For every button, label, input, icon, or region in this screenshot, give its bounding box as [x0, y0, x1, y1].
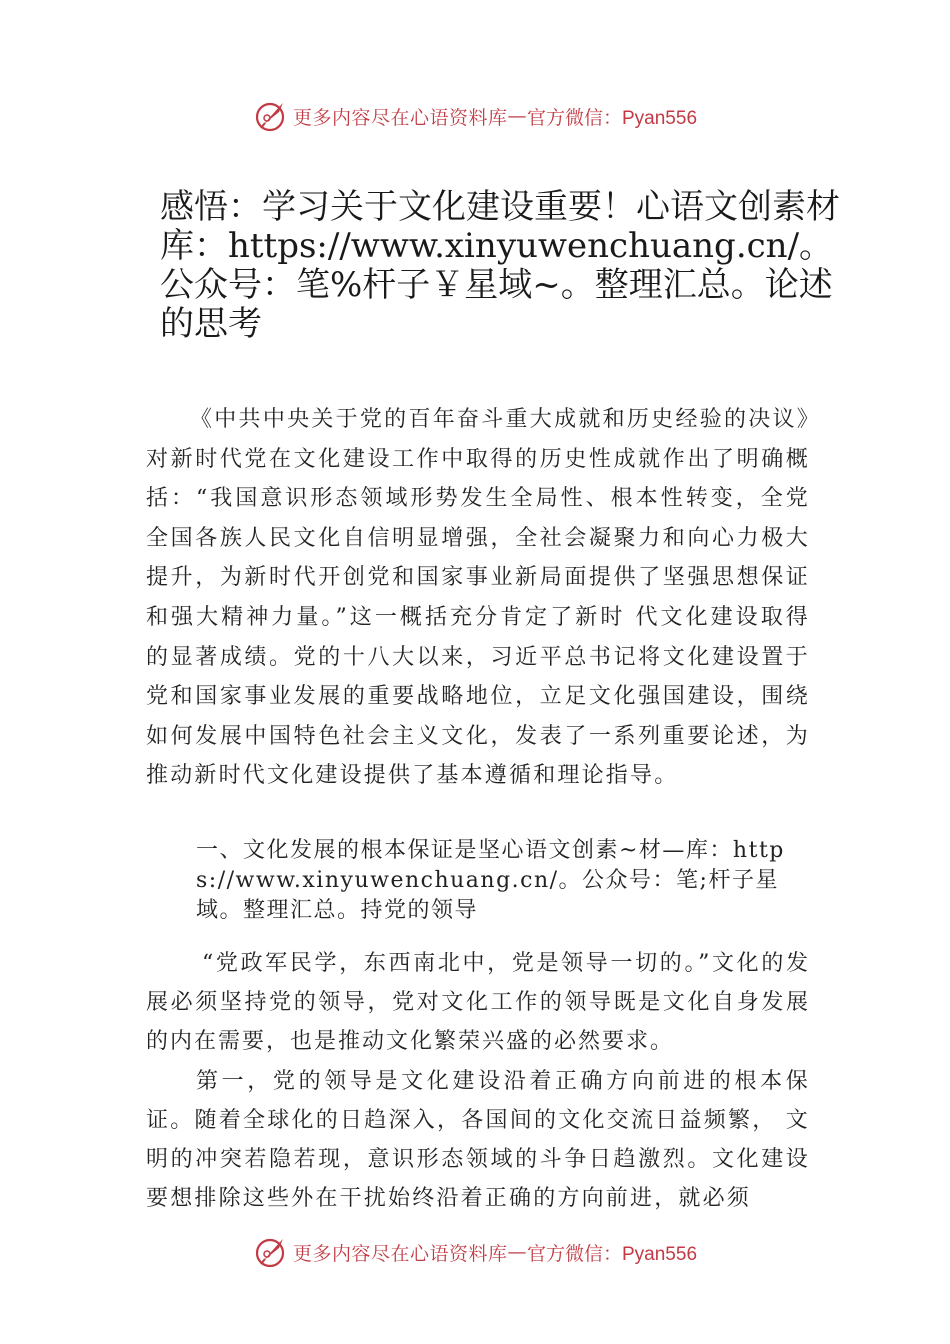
paragraph-quote: “党政军民学，东西南北中，党是领导一切的。”文化的发展必须坚持党的领导，党对文化工作的领导既是文化自身发展的内在需要，也是推动文化繁荣兴盛的必然要求。	[146, 951, 810, 1054]
section-heading-1: 一、文化发展的根本保证是坚心语文创素~材—库：https://www.xinyuwenchuang.cn/。公众号：笔;杆子星域。整理汇总。持党的领导	[196, 838, 785, 923]
banner-separator: —	[507, 105, 527, 127]
banner-contact: 官方微信：Pyan556	[527, 107, 698, 129]
quill-logo-icon	[253, 98, 289, 134]
paragraph-first-point: 第一，党的领导是文化建设沿着正确方向前进的根本保证。随着全球化的日趋深入，各国间的文化交流日益频繁， 文明的冲突若隐若现，意识形态领域的斗争日趋激烈。文化建设要想排除这些外在干扰始终沿着正确的方向前进，就必须	[146, 1069, 810, 1211]
document-title: 感悟：学习关于文化建设重要！心语文创素材库：https://www.xinyuwenchuang.cn/。公众号：笔%杆子￥星域~。整理汇总。论述的思考	[160, 187, 840, 344]
header-banner	[0, 96, 950, 136]
banner-separator: —	[507, 1241, 527, 1263]
banner-brand: 更多内容尽在心语资料库	[292, 1242, 508, 1265]
banner-brand: 更多内容尽在心语资料库	[292, 106, 508, 129]
banner-contact: 官方微信：Pyan556	[527, 1243, 698, 1265]
paragraph-intro: 《中共中央关于党的百年奋斗重大成就和历史经验的决议》对新时代党在文化建设工作中取得的历史性成就作出了明确概括：“我国意识形态领域形势发生全局性、根本性转变，全党全国各族人民文化自信明显增强，全社会凝聚力和向心力极大提升，为新时代开创党和国家事业新局面提供了坚强思想保证和强大精神力量。”这一概括充分肯定了新时 代文化建设取得的显著成绩。党的十八大以来，习近平总书记将文化建设置于党和国家事业发展的重要战略地位，立足文化强国建设，围绕如何发展中国特色社会主义文化，发表了一系列重要论述，为推动新时代文化建设提供了基本遵循和理论指导。	[146, 407, 810, 789]
footer-banner	[0, 1232, 950, 1272]
quill-logo-icon	[253, 1234, 289, 1270]
